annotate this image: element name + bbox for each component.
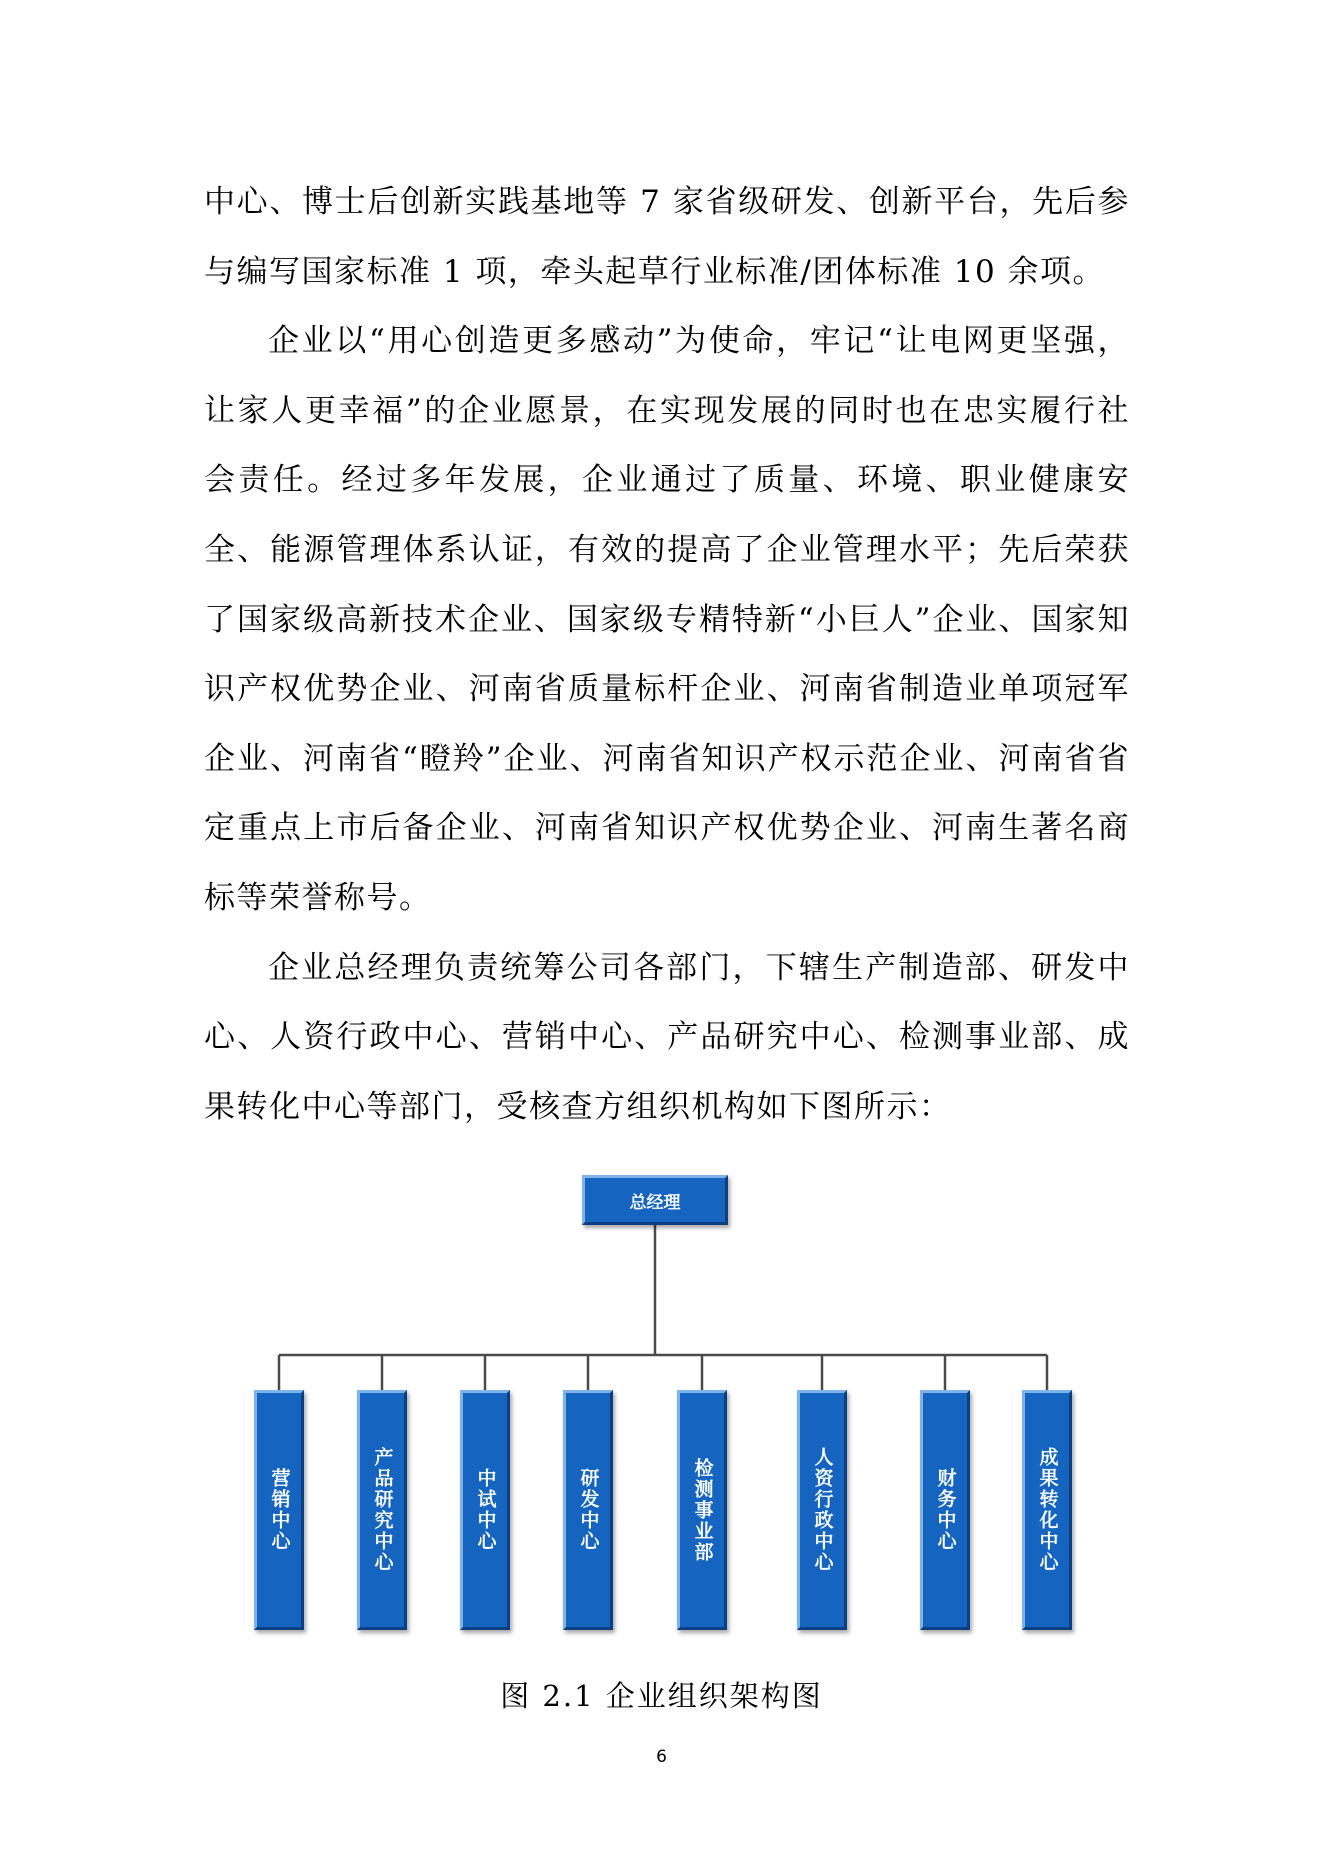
org-box-department xyxy=(254,1390,304,1630)
department-label: 检测事业部 xyxy=(691,1457,714,1563)
department-label: 中试中心 xyxy=(474,1468,497,1552)
org-box-department xyxy=(677,1390,727,1630)
department-label: 人资行政中心 xyxy=(811,1447,834,1573)
org-box-department xyxy=(920,1390,970,1630)
page-number: 6 xyxy=(656,1747,667,1767)
org-box-department xyxy=(357,1390,407,1630)
body-text xyxy=(204,168,1130,1142)
department-label: 财务中心 xyxy=(934,1468,957,1552)
org-box-department xyxy=(563,1390,613,1630)
department-label: 产品研究中心 xyxy=(371,1447,394,1573)
org-box-department xyxy=(1022,1390,1072,1630)
department-label: 营销中心 xyxy=(268,1468,291,1552)
org-box-department xyxy=(797,1390,847,1630)
figure-caption: 图 2.1 企业组织架构图 xyxy=(500,1679,823,1713)
org-box-label: 总经理 xyxy=(629,1192,681,1213)
paragraph-3: 企业总经理负责统筹公司各部门，下辖生产制造部、研发中心、人资行政中心、营销中心、产品研究中心、检测事业部、成果转化中心等部门，受核查方组织机构如下图所示： xyxy=(204,949,1130,1125)
department-label: 成果转化中心 xyxy=(1036,1447,1059,1573)
org-box-department xyxy=(460,1390,510,1630)
paragraph-2: 企业以“用心创造更多感动”为使命，牢记“让电网更坚强，让家人更幸福”的企业愿景，在实现发展的同时也在忠实履行社会责任。经过多年发展，企业通过了质量、环境、职业健康安全、能源管理体系认证，有效的提高了企业管理水平；先后荣获了国家级高新技术企业、国家级专精特新“小巨人”企业、国家知识产权优势企业、河南省质量标杆企业、河南省制造业单项冠军企业、河南省“瞪羚”企业、河南省知识产权示范企业、河南省省定重点上市后备企业、河南省知识产权优势企业、河南生著名商标等荣誉称号。 xyxy=(204,323,1130,916)
org-box-general-manager xyxy=(582,1175,728,1225)
department-label: 研发中心 xyxy=(577,1468,600,1552)
paragraph-1: 中心、博士后创新实践基地等 7 家省级研发、创新平台，先后参与编写国家标准 1 项，牵头起草行业标准/团体标准 10 余项。 xyxy=(204,184,1130,290)
